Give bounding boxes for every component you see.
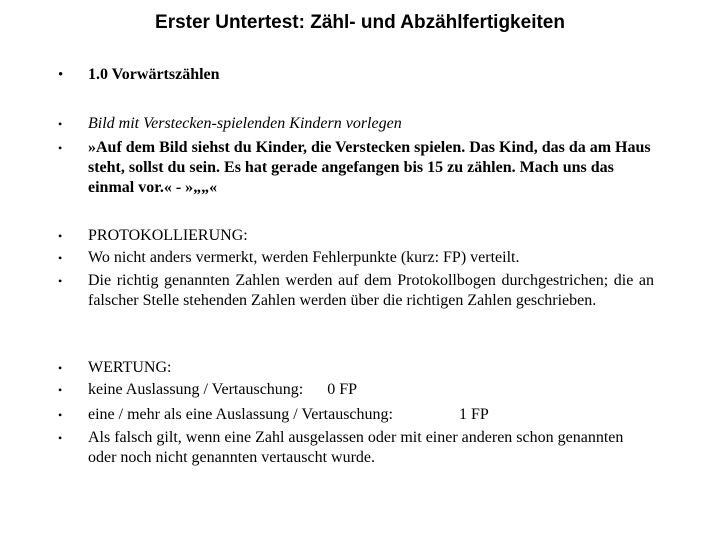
wertung-label: eine / mehr als eine Auslassung / Vertauschung: — [88, 406, 393, 423]
list-item — [58, 138, 658, 198]
wertung-explanation: Als falsch gilt, wenn eine Zahl ausgelassen oder mit einer anderen schon genannten oder noch nicht genannten vertauscht wurde. — [88, 429, 624, 466]
bullet: • — [58, 383, 63, 397]
list-item — [58, 405, 658, 425]
list-item — [58, 248, 658, 268]
spoken-instruction: »Auf dem Bild siehst du Kinder, die Verstecken spielen. Das Kind, das da am Haus steht, sollst du sein. Es hat gerade angefangen bis 15 zu zählen. Mach uns das einmal vor.« - »„„« — [88, 139, 651, 196]
list-item — [58, 428, 658, 468]
bullet: • — [58, 67, 64, 83]
wertung-heading: WERTUNG: — [88, 359, 172, 376]
protokoll-heading: PROTOKOLLIERUNG: — [88, 227, 248, 244]
protokoll-text-1: Wo nicht anders vermerkt, werden Fehlerpunkte (kurz: FP) verteilt. — [88, 249, 520, 266]
bullet: • — [58, 361, 63, 375]
bullet: • — [58, 229, 63, 243]
list-item — [58, 271, 658, 311]
wertung-label: keine Auslassung / Vertauschung: — [88, 381, 304, 398]
wertung-row — [88, 380, 654, 400]
section-heading-vorwaertszaehlen: 1.0 Vorwärtszählen — [88, 66, 220, 83]
wertung-value: 1 FP — [458, 406, 489, 423]
bullet: • — [58, 274, 63, 288]
wertung-row — [88, 405, 654, 425]
wertung-value: 0 FP — [327, 381, 358, 398]
list-item — [58, 358, 658, 378]
list-item — [58, 65, 658, 85]
page-title: Erster Untertest: Zähl- und Abzählfertigkeiten — [155, 12, 565, 33]
instruction-text: Bild mit Verstecken-spielenden Kindern vorlegen — [88, 115, 402, 132]
bullet: • — [58, 431, 63, 445]
list-item — [58, 114, 658, 134]
bullet: • — [58, 141, 63, 155]
bullet: • — [58, 251, 63, 265]
list-item — [58, 226, 658, 246]
protokoll-text-2: Die richtig genannten Zahlen werden auf dem Protokollbogen durchgestrichen; die an falscher Stelle stehenden Zahlen werden über die richtigen Zahlen geschrieben. — [88, 272, 654, 309]
bullet: • — [58, 117, 63, 131]
list-item — [58, 380, 658, 400]
bullet: • — [58, 408, 63, 422]
